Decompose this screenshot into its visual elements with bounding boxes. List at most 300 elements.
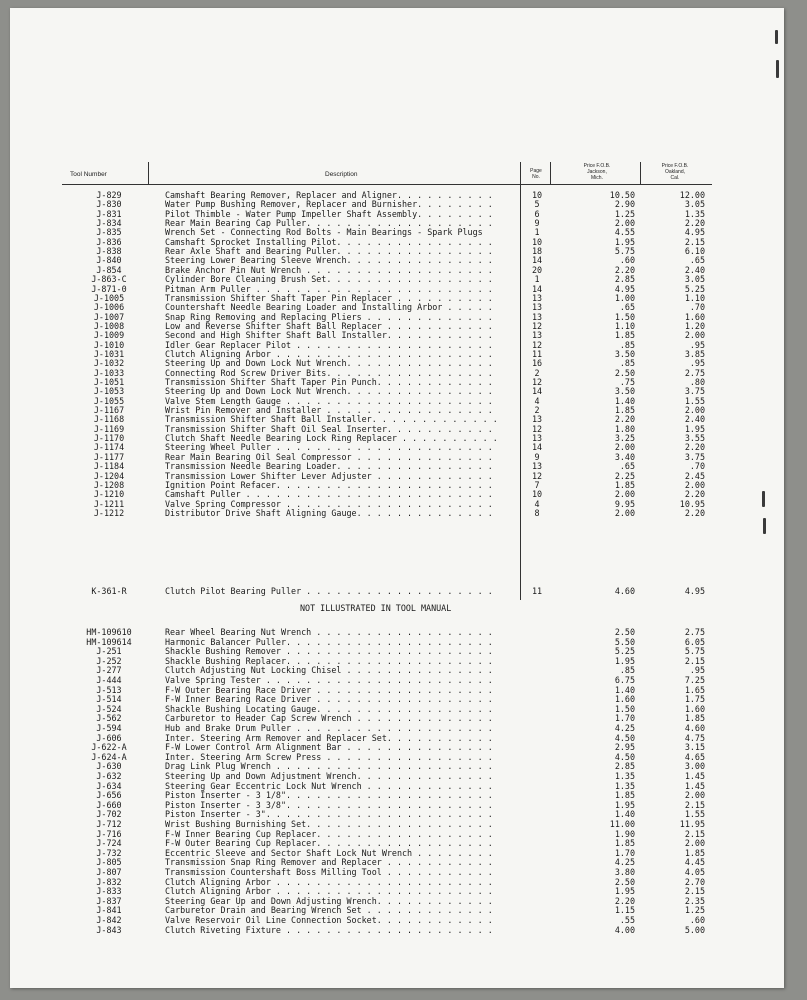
tool-description: Steering Up and Down Lock Nut Wrench. . . . . . . . . . . . . . . (165, 358, 493, 369)
price-oakland: 2.35 (684, 895, 705, 906)
tool-number: J-841 (96, 905, 122, 916)
tool-number: J-513 (96, 684, 122, 695)
page-number: 13 (531, 311, 543, 322)
page-number: 13 (531, 302, 543, 313)
tool-number: J-1010 (93, 339, 125, 350)
price-oakland: 2.70 (684, 876, 705, 887)
price-jackson: 3.50 (614, 348, 635, 359)
price-jackson: 4.25 (614, 723, 635, 733)
price-jackson: 2.85 (614, 761, 635, 772)
page-number: 10 (531, 236, 543, 247)
table-row (0, 733, 807, 743)
price-jackson: .75 (619, 377, 635, 387)
price-oakland: .70 (689, 461, 705, 472)
table-row (0, 877, 807, 887)
price-oakland: 2.20 (684, 489, 705, 500)
price-oakland: 1.45 (684, 780, 705, 791)
price-jackson: 1.60 (614, 694, 635, 705)
tool-number: J-1055 (93, 395, 125, 406)
tool-number: J-830 (96, 199, 122, 210)
tool-description: Piston Inserter - 3 3/8". . . . . . . . . . . . . . . . . . . . . (165, 799, 493, 810)
tool-description: Transmission Shifter Shaft Taper Pin Punch. . . . . . . . . . . . (165, 377, 493, 387)
tool-number: HM-109614 (86, 636, 132, 647)
price-oakland: 1.60 (684, 311, 705, 322)
tool-number: J-630 (96, 761, 122, 772)
price-jackson: 2.95 (614, 742, 635, 753)
tool-description: Camshaft Sprocket Installing Pilot. . . . . . . . . . . . . . . . (165, 236, 493, 247)
tool-description: Shackle Bushing Replacer. . . . . . . . . . . . . . . . . . . . . (165, 655, 493, 666)
page-number: 8 (534, 507, 540, 518)
page-number: 14 (531, 386, 543, 397)
tool-number: J-702 (96, 809, 122, 820)
tool-number: J-1006 (93, 302, 125, 313)
price-oakland: 1.75 (684, 694, 705, 705)
page-number: 16 (531, 358, 543, 369)
price-jackson: 1.85 (614, 479, 635, 490)
tool-number: J-444 (96, 675, 122, 685)
page-number: 6 (534, 208, 540, 219)
tool-description: Steering Up and Down Adjustment Wrench. . . . . . . . . . . . . . (165, 771, 493, 781)
price-oakland: 10.95 (679, 498, 705, 509)
price-jackson: 1.85 (614, 790, 635, 801)
tool-description: F-W Outer Bearing Race Driver . . . . . . . . . . . . . . . . . . (165, 684, 493, 695)
tool-number: J-732 (96, 847, 122, 858)
tool-number: J-1009 (93, 330, 125, 341)
tool-number: J-1177 (93, 451, 125, 462)
header-price-line: Cal. (670, 175, 680, 181)
tool-number: J-1167 (93, 405, 125, 416)
tool-description: F-W Inner Bearing Race Driver . . . . . . . . . . . . . . . . . . (165, 694, 493, 705)
tool-number: J-838 (96, 246, 122, 257)
price-oakland: 4.95 (684, 586, 705, 596)
tool-description: F-W Lower Control Arm Alignment Bar . . . . . . . . . . . . . . . (165, 742, 493, 753)
tool-number: J-1208 (93, 479, 125, 490)
table-row (0, 829, 807, 839)
tool-description: Hub and Brake Drum Puller . . . . . . . . . . . . . . . . . . . . (165, 723, 493, 733)
tool-number: J-1031 (93, 348, 125, 359)
tool-number: J-606 (96, 732, 122, 743)
tool-description: Valve Reservoir Oil Line Connection Socket. . . . . . . . . . . . (165, 915, 493, 925)
tool-description: Inter. Steering Arm Remover and Replacer Set. . . . . . . . . . . (165, 732, 493, 743)
tool-description: Valve Stem Length Gauge . . . . . . . . . . . . . . . . . . . . . (165, 395, 493, 406)
table-row (0, 586, 807, 596)
tool-number: J-1168 (93, 414, 125, 425)
table-row (0, 637, 807, 647)
tool-description: Second and High Shifter Shaft Ball Installer. . . . . . . . . . . (165, 330, 493, 341)
tool-number: J-716 (96, 828, 122, 839)
price-oakland: 12.00 (679, 190, 705, 200)
price-jackson: 4.95 (614, 283, 635, 294)
price-jackson: 4.50 (614, 751, 635, 762)
price-jackson: 2.20 (614, 264, 635, 275)
price-jackson: 4.55 (614, 227, 635, 238)
tool-number: J-834 (96, 218, 122, 229)
price-jackson: 1.95 (614, 886, 635, 897)
header-divider (640, 162, 641, 184)
price-jackson: .65 (619, 461, 635, 472)
price-oakland: 2.00 (684, 790, 705, 801)
price-oakland: 3.05 (684, 199, 705, 210)
page-number: 1 (534, 227, 540, 238)
tool-description: Camshaft Bearing Remover, Replacer and Aligner. . . . . . . . . . (165, 190, 493, 200)
price-oakland: 2.15 (684, 799, 705, 810)
tool-description: Water Pump Bushing Remover, Replacer and Burnisher. . . . . . . . (165, 199, 493, 210)
tool-number: J-1184 (93, 461, 125, 472)
price-oakland: .65 (689, 255, 705, 266)
tool-number: J-854 (96, 264, 122, 275)
price-jackson: .85 (619, 358, 635, 369)
header-page-line: No. (532, 174, 540, 180)
table-row (0, 925, 807, 935)
tool-number: J-1211 (93, 498, 125, 509)
table-row (0, 867, 807, 877)
tool-description: Connecting Rod Screw Driver Bits. . . . . . . . . . . . . . . . . (165, 367, 493, 378)
table-row (0, 761, 807, 771)
table-row (0, 646, 807, 656)
price-jackson: 3.50 (614, 386, 635, 397)
price-oakland: .95 (689, 358, 705, 369)
tool-number: J-656 (96, 790, 122, 801)
page-number: 14 (531, 442, 543, 453)
tool-description: Camshaft Puller . . . . . . . . . . . . . . . . . . . . . . . . . (165, 489, 493, 500)
tool-description: Carburetor to Header Cap Screw Wrench . . . . . . . . . . . . . . (165, 713, 493, 724)
tool-number: J-1007 (93, 311, 125, 322)
tool-number: J-724 (96, 838, 122, 849)
tool-number: J-835 (96, 227, 122, 238)
table-row (0, 800, 807, 810)
price-oakland: 1.35 (684, 208, 705, 219)
price-oakland: 11.95 (679, 819, 705, 829)
tool-number: J-1005 (93, 292, 125, 303)
page-number: 2 (534, 405, 540, 416)
price-jackson: .85 (619, 339, 635, 350)
price-oakland: 2.45 (684, 470, 705, 481)
header-price-jackson (572, 163, 622, 181)
price-oakland: 6.05 (684, 636, 705, 647)
price-oakland: 2.20 (684, 507, 705, 518)
price-jackson: 2.50 (614, 876, 635, 887)
table-row (0, 771, 807, 781)
header-price-line: Price F.O.B. (583, 163, 611, 169)
table-row (0, 752, 807, 762)
price-oakland: 1.55 (684, 395, 705, 406)
tool-description: Rear Wheel Bearing Nut Wrench . . . . . . . . . . . . . . . . . . (165, 627, 493, 637)
tool-number: J-863-C (91, 274, 127, 285)
price-jackson: .55 (619, 915, 635, 925)
tool-description: Wrench Set - Connecting Rod Bolts - Main Bearings - Spark Plugs (165, 227, 483, 238)
page-number: 9 (534, 451, 540, 462)
tool-description: Steering Lower Bearing Sleeve Wrench. . . . . . . . . . . . . . . (165, 255, 493, 266)
tool-description: Transmission Needle Bearing Loader. . . . . . . . . . . . . . . . (165, 461, 493, 472)
tool-description: Eccentric Sleeve and Sector Shaft Lock Nut Wrench . . . . . . . . (165, 847, 493, 858)
tool-description: Transmission Shifter Shaft Oil Seal Inserter. . . . . . . . . . . (165, 423, 493, 434)
tool-number: J-632 (96, 771, 122, 781)
price-jackson: 1.25 (614, 208, 635, 219)
page-number: 12 (531, 470, 543, 481)
table-row (0, 848, 807, 858)
tool-number: J-1053 (93, 386, 125, 397)
tool-number: J-277 (96, 665, 122, 676)
price-oakland: 1.65 (684, 684, 705, 695)
tool-description: Shackle Bushing Locating Gauge. . . . . . . . . . . . . . . . . . (165, 703, 493, 714)
tool-description: Harmonic Balancer Puller. . . . . . . . . . . . . . . . . . . . . (165, 636, 493, 647)
tool-description: Drag Link Plug Wrench . . . . . . . . . . . . . . . . . . . . . . (165, 761, 493, 772)
page-number: 18 (531, 246, 543, 257)
tool-number: K-361-R (91, 586, 127, 596)
price-jackson: .65 (619, 302, 635, 313)
page-number: 14 (531, 255, 543, 266)
price-oakland: 1.45 (684, 771, 705, 781)
tool-number: J-829 (96, 190, 122, 200)
punch-mark (763, 518, 766, 534)
price-oakland: 2.75 (684, 367, 705, 378)
tool-description: Steering Up and Down Lock Nut Wrench. . . . . . . . . . . . . . . (165, 386, 493, 397)
page-number: 11 (531, 348, 543, 359)
price-oakland: 2.15 (684, 886, 705, 897)
tool-number: J-832 (96, 876, 122, 887)
price-jackson: 3.25 (614, 433, 635, 444)
tool-description: Rear Main Bearing Oil Seal Compressor . . . . . . . . . . . . . . (165, 451, 493, 462)
tool-description: Wrist Bushing Burnishing Set. . . . . . . . . . . . . . . . . . . (165, 819, 493, 829)
tool-description: Low and Reverse Shifter Shaft Ball Replacer . . . . . . . . . . . (165, 320, 493, 331)
price-jackson: 1.00 (614, 292, 635, 303)
price-jackson: 5.75 (614, 246, 635, 257)
price-oakland: 6.10 (684, 246, 705, 257)
tool-description: Snap Ring Removing and Replacing Pliers . . . . . . . . . . . . . (165, 311, 493, 322)
table-row (0, 675, 807, 685)
price-oakland: 2.15 (684, 828, 705, 839)
tool-description: Steering Wheel Puller . . . . . . . . . . . . . . . . . . . . . . (165, 442, 493, 453)
price-jackson: 3.80 (614, 867, 635, 877)
price-oakland: 2.00 (684, 405, 705, 416)
tool-number: J-562 (96, 713, 122, 724)
price-oakland: 5.25 (684, 283, 705, 294)
price-jackson: 1.15 (614, 905, 635, 916)
tool-description: Clutch Aligning Arbor . . . . . . . . . . . . . . . . . . . . . . (165, 886, 493, 897)
price-oakland: .70 (689, 302, 705, 313)
tool-number: J-1210 (93, 489, 125, 500)
price-jackson: 2.00 (614, 218, 635, 229)
price-jackson: 6.75 (614, 675, 635, 685)
tool-description: Inter. Steering Arm Screw Press . . . . . . . . . . . . . . . . . (165, 751, 493, 762)
page-number: 11 (531, 586, 543, 596)
price-oakland: 3.00 (684, 761, 705, 772)
table-row (0, 790, 807, 800)
tool-description: Pitman Arm Puller . . . . . . . . . . . . . . . . . . . . . . . . (165, 283, 493, 294)
page-number: 13 (531, 330, 543, 341)
tool-description: Piston Inserter - 3 1/8". . . . . . . . . . . . . . . . . . . . . (165, 790, 493, 801)
price-oakland: 2.20 (684, 218, 705, 229)
price-jackson: 1.90 (614, 828, 635, 839)
tool-description: Distributor Drive Shaft Aligning Gauge. . . . . . . . . . . . . . (165, 507, 493, 518)
tool-description: F-W Outer Bearing Cup Replacer. . . . . . . . . . . . . . . . . . (165, 838, 493, 849)
tool-description: Pilot Thimble - Water Pump Impeller Shaft Assembly. . . . . . . . (165, 208, 493, 219)
tool-number: J-842 (96, 915, 122, 925)
price-jackson: 1.40 (614, 684, 635, 695)
tool-description: Shackle Bushing Remover . . . . . . . . . . . . . . . . . . . . . (165, 646, 493, 657)
tool-description: Valve Spring Tester . . . . . . . . . . . . . . . . . . . . . . . (165, 675, 493, 685)
price-oakland: 4.95 (684, 227, 705, 238)
header-page-no (524, 168, 548, 180)
price-oakland: 3.55 (684, 433, 705, 444)
tool-description: Idler Gear Replacer Pilot . . . . . . . . . . . . . . . . . . . . (165, 339, 493, 350)
tool-number: J-831 (96, 208, 122, 219)
section-title: NOT ILLUSTRATED IN TOOL MANUAL (300, 603, 452, 613)
table-row (0, 723, 807, 733)
price-jackson: .85 (619, 665, 635, 676)
tool-description: Rear Main Bearing Cap Puller. . . . . . . . . . . . . . . . . . . (165, 218, 493, 229)
price-oakland: 4.75 (684, 732, 705, 743)
tool-number: J-251 (96, 646, 122, 657)
price-oakland: .95 (689, 339, 705, 350)
table-row (0, 781, 807, 791)
page-number: 9 (534, 218, 540, 229)
price-jackson: 1.80 (614, 423, 635, 434)
tool-number: HM-109610 (86, 627, 132, 637)
price-oakland: 2.15 (684, 236, 705, 247)
tool-number: J-1033 (93, 367, 125, 378)
price-jackson: 10.50 (609, 190, 635, 200)
tool-number: J-1204 (93, 470, 125, 481)
page-number: 4 (534, 395, 540, 406)
page-number: 13 (531, 292, 543, 303)
tool-number: J-837 (96, 895, 122, 906)
table-row (0, 809, 807, 819)
price-jackson: 5.25 (614, 646, 635, 657)
tool-description: Steering Gear Eccentric Lock Nut Wrench . . . . . . . . . . . . . (165, 780, 493, 791)
page-number: 20 (531, 264, 543, 275)
price-oakland: 3.05 (684, 274, 705, 285)
tool-description: Transmission Shifter Shaft Ball Installer. . . . . . . . . . . . . (165, 414, 498, 425)
tool-number: J-843 (96, 924, 122, 935)
price-oakland: .95 (689, 665, 705, 676)
price-jackson: 1.35 (614, 780, 635, 791)
header-rule (62, 184, 712, 185)
page-number: 12 (531, 320, 543, 331)
price-jackson: 1.95 (614, 655, 635, 666)
table-row (0, 742, 807, 752)
price-oakland: 4.45 (684, 857, 705, 868)
header-price-oakland (650, 163, 700, 181)
page-number: 12 (531, 423, 543, 434)
table-row (0, 627, 807, 637)
price-jackson: 1.85 (614, 838, 635, 849)
tool-description: Transmission Snap Ring Remover and Replacer . . . . . . . . . . . (165, 857, 493, 868)
page-number: 13 (531, 461, 543, 472)
tool-number: J-1212 (93, 507, 125, 518)
price-jackson: 2.50 (614, 627, 635, 637)
header-price-line: Jackson, (587, 169, 607, 175)
tool-number: J-712 (96, 819, 122, 829)
tool-description: Countershaft Needle Bearing Loader and Installing Arbor . . . . . (165, 302, 493, 313)
price-oakland: 4.60 (684, 723, 705, 733)
tool-number: J-660 (96, 799, 122, 810)
price-oakland: .80 (689, 377, 705, 387)
tool-number: J-1008 (93, 320, 125, 331)
tool-description: Clutch Adjusting Nut Locking Chisel . . . . . . . . . . . . . . . (165, 665, 493, 676)
price-oakland: 3.85 (684, 348, 705, 359)
price-jackson: 1.40 (614, 809, 635, 820)
price-jackson: 1.95 (614, 799, 635, 810)
tool-description: Ignition Point Refacer. . . . . . . . . . . . . . . . . . . . . . (165, 479, 493, 490)
page-number: 5 (534, 199, 540, 210)
price-jackson: 9.95 (614, 498, 635, 509)
tool-description: Clutch Aligning Arbor . . . . . . . . . . . . . . . . . . . . . . (165, 348, 493, 359)
page-number: 12 (531, 339, 543, 350)
tool-number: J-1032 (93, 358, 125, 369)
price-jackson: 1.50 (614, 311, 635, 322)
price-oakland: 3.75 (684, 451, 705, 462)
tool-number: J-807 (96, 867, 122, 877)
price-oakland: 5.00 (684, 924, 705, 935)
price-oakland: 1.55 (684, 809, 705, 820)
price-oakland: 4.05 (684, 867, 705, 877)
price-jackson: 1.85 (614, 330, 635, 341)
table-row (0, 838, 807, 848)
price-jackson: 4.25 (614, 857, 635, 868)
tool-description: Steering Gear Up and Down Adjusting Wrench. . . . . . . . . . . . (165, 895, 493, 906)
price-jackson: 4.50 (614, 732, 635, 743)
tool-description: Clutch Aligning Arbor . . . . . . . . . . . . . . . . . . . . . . (165, 876, 493, 887)
tool-number: J-634 (96, 780, 122, 791)
tool-description: Clutch Pilot Bearing Puller . . . . . . . . . . . . . . . . . . . (165, 586, 493, 596)
price-oakland: 1.85 (684, 713, 705, 724)
tool-number: J-871-0 (91, 283, 127, 294)
page-number: 10 (531, 190, 543, 200)
tool-description: Wrist Pin Remover and Installer . . . . . . . . . . . . . . . . . (165, 405, 493, 416)
price-oakland: 2.40 (684, 264, 705, 275)
table-row (0, 896, 807, 906)
tool-description: Valve Spring Compressor . . . . . . . . . . . . . . . . . . . . . (165, 498, 493, 509)
tool-description: Carburetor Drain and Bearing Wrench Set . . . . . . . . . . . . . (165, 905, 493, 916)
tool-description: Clutch Riveting Fixture . . . . . . . . . . . . . . . . . . . . . (165, 924, 493, 935)
page-number: 2 (534, 367, 540, 378)
tool-number: J-252 (96, 655, 122, 666)
tool-description: Clutch Shaft Needle Bearing Lock Ring Replacer . . . . . . . . . . (165, 433, 498, 444)
page-number: 13 (531, 433, 543, 444)
price-jackson: .60 (619, 255, 635, 266)
tool-number: J-1170 (93, 433, 125, 444)
table-row (0, 819, 807, 829)
table-row (0, 713, 807, 723)
price-jackson: 1.40 (614, 395, 635, 406)
price-jackson: 2.00 (614, 442, 635, 453)
price-oakland: 2.00 (684, 330, 705, 341)
tool-description: Brake Anchor Pin Nut Wrench . . . . . . . . . . . . . . . . . . . (165, 264, 493, 275)
header-price-line: Mich. (591, 175, 603, 181)
price-oakland: 4.65 (684, 751, 705, 762)
tool-number: J-622-A (91, 742, 127, 753)
price-oakland: 2.00 (684, 479, 705, 490)
price-jackson: 2.00 (614, 489, 635, 500)
price-jackson: 5.50 (614, 636, 635, 647)
price-jackson: 1.70 (614, 847, 635, 858)
table-row (0, 857, 807, 867)
tool-number: J-594 (96, 723, 122, 733)
price-oakland: 1.10 (684, 292, 705, 303)
header-page-line: Page (530, 168, 542, 174)
table-row (0, 656, 807, 666)
tool-description: Rear Axle Shaft and Bearing Puller. . . . . . . . . . . . . . . . (165, 246, 493, 257)
tool-number: J-1174 (93, 442, 125, 453)
page-number: 10 (531, 489, 543, 500)
price-jackson: 2.00 (614, 507, 635, 518)
tool-number: J-1051 (93, 377, 125, 387)
punch-mark (776, 60, 779, 78)
price-oakland: 1.85 (684, 847, 705, 858)
price-oakland: 2.75 (684, 627, 705, 637)
table-row (0, 685, 807, 695)
